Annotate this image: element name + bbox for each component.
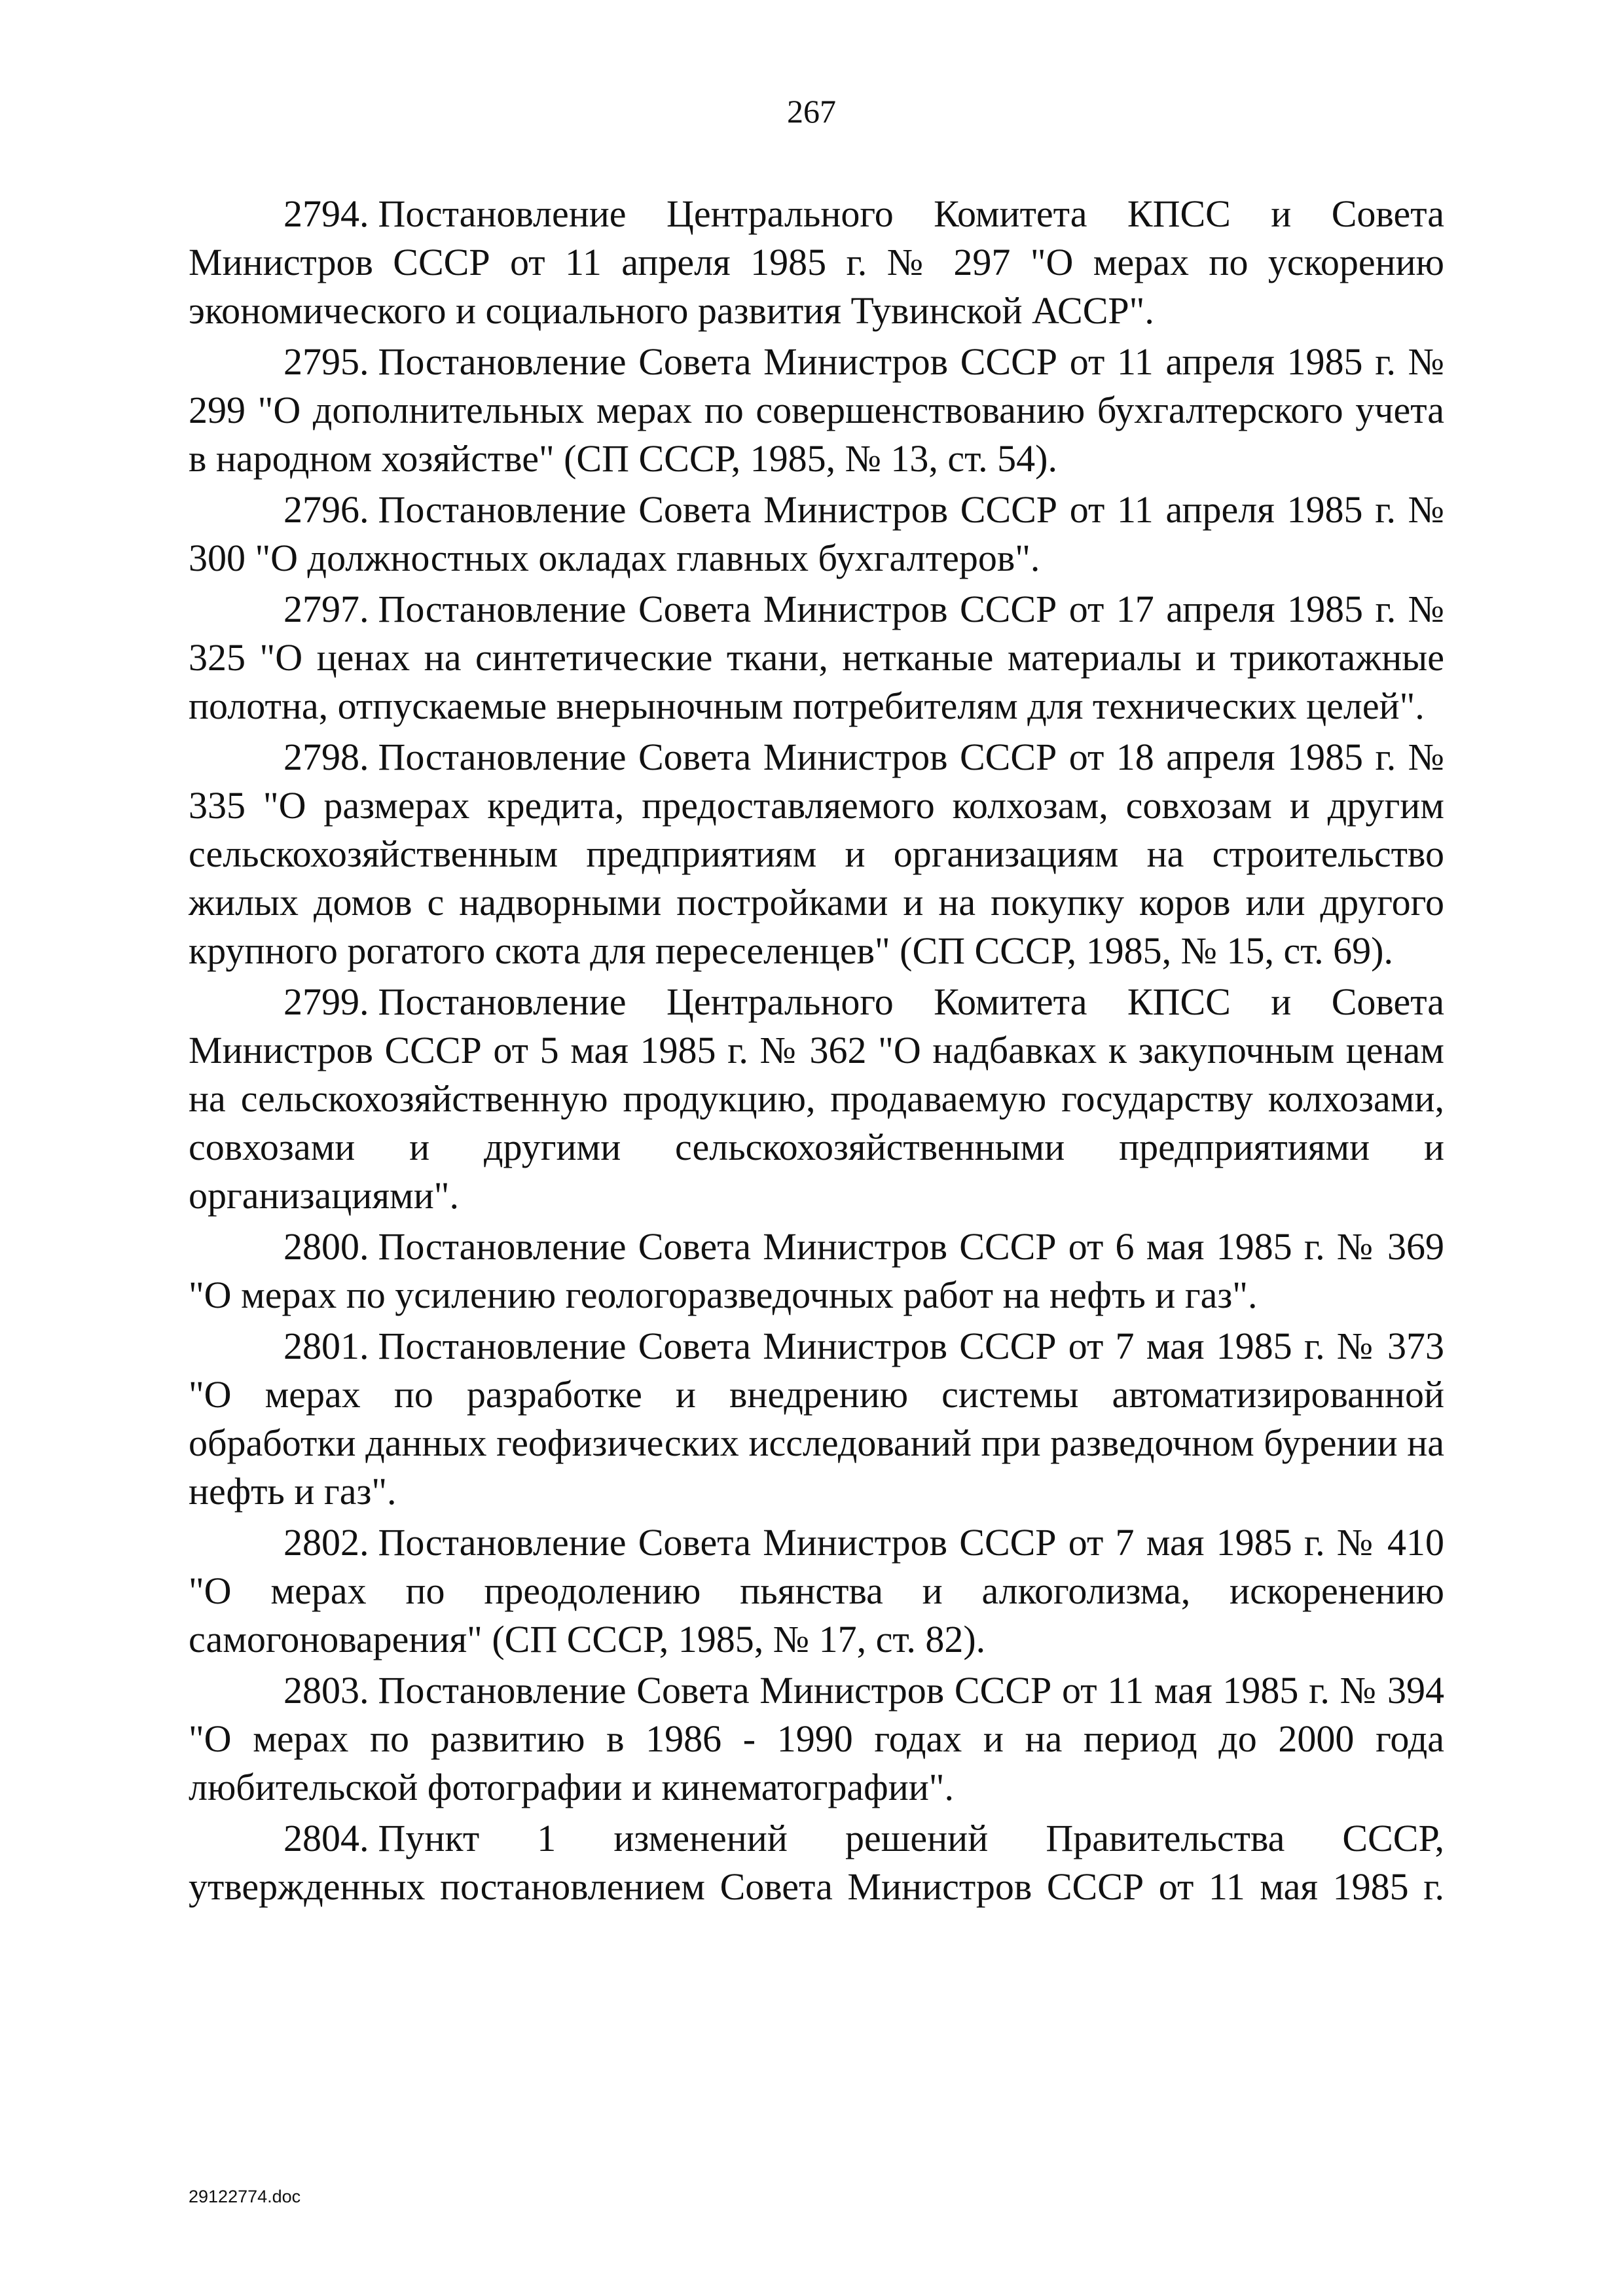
entry-text: Постановление Совета Министров СССР от 11 мая 1985 г. № 394 "О мерах по развитию в 1986 - 1990 годах и на период до 2000 года любительской фотографии и кинематографии".	[189, 1669, 1444, 1808]
entry-number: 2797.	[283, 588, 369, 630]
entry-text: Постановление Совета Министров СССР от 11 апреля 1985 г. № 299 "О дополнительных мерах по совершенствованию бухгалтерского учета в народном хозяйстве" (СП СССР, 1985, № 13, ст. 54).	[189, 340, 1444, 480]
entry-text: Постановление Центрального Комитета КПСС и Совета Министров СССР от 5 мая 1985 г. № 362 "О надбавках к закупочным ценам на сельскохозяйственную продукцию, продаваемую государству колхозами, совхозами и другими сельскохозяйственными предприятиями и организациями".	[189, 980, 1444, 1217]
entry-text: Постановление Совета Министров СССР от 7 мая 1985 г. № 373 "О мерах по разработке и внедрению системы автоматизированной обработки данных геофизических исследований при разведочном бурении на нефть и газ".	[189, 1325, 1444, 1513]
entry-text: Пункт 1 изменений решений Правительства СССР, утвержденных постановлением Совета Министров СССР от 11 мая 1985 г.	[189, 1817, 1444, 1908]
entry-number: 2795.	[283, 340, 369, 383]
entry-text: Постановление Совета Министров СССР от 17 апреля 1985 г. № 325 "О ценах на синтетические ткани, нетканые материалы и трикотажные полотна, отпускаемые внерыночным потребителям для технических целей".	[189, 588, 1444, 727]
entry-number: 2798.	[283, 736, 369, 778]
entry-number: 2802.	[283, 1521, 369, 1564]
list-item	[189, 1518, 1444, 1664]
list-item	[189, 978, 1444, 1220]
entry-number: 2800.	[283, 1225, 369, 1268]
entry-number: 2794.	[283, 192, 369, 235]
document-body	[189, 190, 1444, 1914]
list-item	[189, 733, 1444, 975]
entry-number: 2796.	[283, 488, 369, 531]
entry-text: Постановление Совета Министров СССР от 6 мая 1985 г. № 369 "О мерах по усилению геологоразведочных работ на нефть и газ".	[189, 1225, 1444, 1316]
list-item	[189, 486, 1444, 583]
entry-text: Постановление Совета Министров СССР от 11 апреля 1985 г. № 300 "О должностных окладах главных бухгалтеров".	[189, 488, 1444, 579]
list-item	[189, 190, 1444, 335]
entry-text: Постановление Совета Министров СССР от 7 мая 1985 г. № 410 "О мерах по преодолению пьянства и алкоголизма, искоренению самогоноварения" (СП СССР, 1985, № 17, ст. 82).	[189, 1521, 1444, 1660]
entry-number: 2799.	[283, 980, 369, 1023]
list-item	[189, 1814, 1444, 1911]
footer-filename: 29122774.doc	[189, 2187, 301, 2206]
list-item	[189, 585, 1444, 730]
entry-text: Постановление Совета Министров СССР от 18 апреля 1985 г. № 335 "О размерах кредита, предоставляемого колхозам, совхозам и другим сельскохозяйственным предприятиям и организациям на строительство жилых домов с надворными постройками и на покупку коров или другого крупного рогатого скота для переселенцев" (СП СССР, 1985, № 15, ст. 69).	[189, 736, 1444, 972]
entry-text: Постановление Центрального Комитета КПСС и Совета Министров СССР от 11 апреля 1985 г. № 297 "О мерах по ускорению экономического и социального развития Тувинской АССР".	[189, 192, 1444, 332]
entry-number: 2804.	[283, 1817, 369, 1859]
list-item	[189, 1223, 1444, 1319]
list-item	[189, 338, 1444, 483]
list-item	[189, 1322, 1444, 1516]
list-item	[189, 1666, 1444, 1812]
entry-number: 2803.	[283, 1669, 369, 1712]
page-number: 267	[787, 93, 836, 130]
entry-number: 2801.	[283, 1325, 369, 1367]
